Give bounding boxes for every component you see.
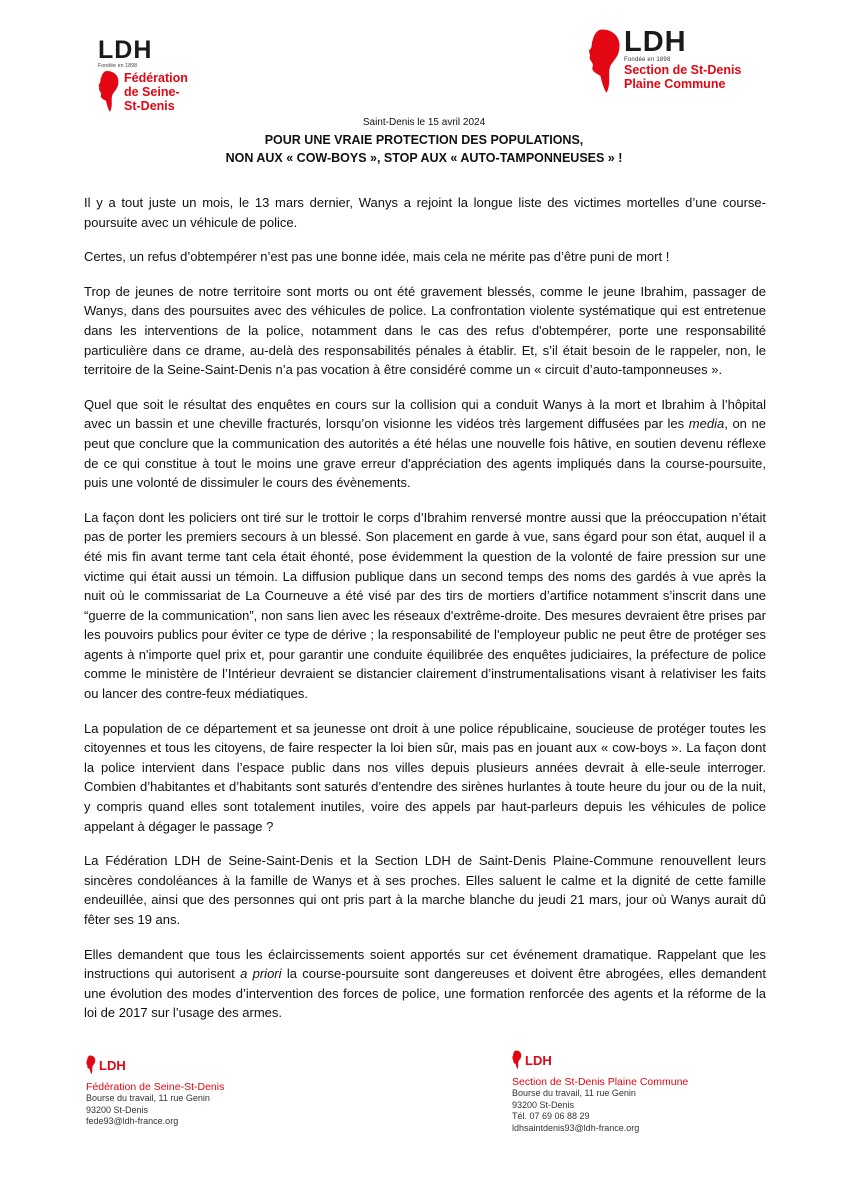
footer-org-name: Section de St-Denis Plaine Commune bbox=[512, 1076, 689, 1088]
logo-brand: LDH bbox=[98, 36, 153, 64]
ldh-federation-logo bbox=[98, 38, 188, 113]
paragraph-8-part-a: Elles demandent que tous les éclaircissements soient apportés sur cet événement dramatique. Rappelant que les instructions qui autorisent bbox=[84, 946, 766, 982]
paragraph-3: Trop de jeunes de notre territoire sont morts ou ont été gravement blessés, comme le jeune Ibrahim, passager de Wanys, dans des poursuites avec des véhicules de police. La confrontation violente systématique qui est entretenue dans les interventions de la police, notamment dans le cas des refus d'obtempérer, porte une responsabilité particulière dans ce drame, au-delà des responsabilités pénales à établir. Et, s’il était besoin de le rappeler, non, le territoire de la Seine-Saint-Denis n’a pas vocation à être considéré comme un « circuit d’auto-tamponneuses ». bbox=[84, 283, 766, 378]
document-body bbox=[84, 193, 766, 1038]
logo-founded: Fondée en 1898 bbox=[98, 63, 138, 69]
ldh-red-profile-icon bbox=[588, 28, 622, 96]
logo-line-3: St-Denis bbox=[124, 99, 175, 113]
paragraph-4-emphasis: media bbox=[688, 416, 725, 432]
paragraph-8-part-b: la course-poursuite sont dangereuses et doivent être abrogées, elles demandent une évolution des modes d’intervention des forces de police, une formation renforcée des agents et la réforme de la loi de 2017 sur l’usage des armes. bbox=[84, 966, 766, 1021]
paragraph-1: Il y a tout juste un mois, le 13 mars dernier, Wanys a rejoint la longue liste des victimes mortelles d’une course-poursuite avec un véhicule de police. bbox=[84, 195, 766, 230]
logo-line-1: Section de St-Denis bbox=[624, 63, 742, 77]
paragraph-7: La Fédération LDH de Seine-Saint-Denis et la Section LDH de Saint-Denis Plaine-Commune renouvellent leurs sincères condoléances à la famille de Wanys et à ses proches. Elles saluent le calme et la dignité de cette famille endeuillée, ainsi que des personnes qui ont pris part à la marche blanche du jeudi 21 mars, jour où Wanys aurait dû fêter ses 19 ans. bbox=[84, 853, 766, 927]
paragraph-5: La façon dont les policiers ont tiré sur le trottoir le corps d’Ibrahim renversé montre aussi que la préoccupation n’était pas de porter les premiers secours à un blessé. Son placement en garde à vue, sans égard pour son état, auquel il a été mis fin avant terme tant cela était éhonté, pose évidemment la question de la volonté de faire pression sur une victime qui était aussi un témoin. La diffusion publique dans un second temps des noms des gardés à vue après la nuit où le commissariat de La Courneuve a été visé par des tirs de mortiers d’artifice notamment s’inscrit dans une “guerre de la communication”, non sans lien avec les réseaux d'extrême-droite. Des mesures devraient être prises par les pouvoirs publics pour éviter ce type de dérive ; la responsabilité de l'employeur public ne peut être de protéger ses agents à n'importe quel prix et, pour garantir une conduite équilibrée des enquêtes judiciaires, la préfecture de police comme le ministère de l’Intérieur devraient se distancier clairement d’instrumentalisations visant à relativiser les faits ou lancer des contre-feux médiatiques. bbox=[84, 509, 766, 702]
ldh-red-profile-icon bbox=[86, 1055, 96, 1075]
footer-address-line-2: 93200 St-Denis bbox=[86, 1104, 149, 1115]
logo-line-2: Plaine Commune bbox=[624, 77, 726, 91]
footer-email[interactable]: ldhsaintdenis93@ldh-france.org bbox=[512, 1123, 640, 1134]
logo-founded: Fondée en 1898 bbox=[624, 57, 671, 63]
footer-address-line-2: 93200 St-Denis bbox=[512, 1099, 575, 1110]
footer-brand: LDH bbox=[99, 1057, 126, 1073]
footer-section-contact bbox=[512, 1050, 688, 1135]
footer-address-line-1: Bourse du travail, 11 rue Genin bbox=[512, 1088, 636, 1098]
title-line-2: NON AUX « COW-BOYS », STOP AUX « AUTO-TAMPONNEUSES » ! bbox=[225, 150, 623, 165]
footer-federation-contact bbox=[86, 1055, 224, 1128]
logo-brand: LDH bbox=[624, 26, 687, 58]
ldh-red-profile-icon bbox=[98, 71, 120, 113]
footer-phone: Tél. 07 69 06 88 29 bbox=[512, 1111, 590, 1122]
footer-email[interactable]: fede93@ldh-france.org bbox=[86, 1116, 179, 1127]
ldh-red-profile-icon bbox=[512, 1050, 522, 1070]
document-header bbox=[100, 117, 748, 168]
paragraph-8 bbox=[84, 945, 766, 1023]
paragraph-4-part-b: , on ne peut que conclure que la communication des autorités a été hélas une nouvelle fois hâtive, en soutien devenu réflexe de ce qui constitue à tout le moins une grave erreur d'appréciation des agents impliqués dans la course-poursuite, puis une volonté de dissimuler le cours des évènements. bbox=[84, 416, 766, 491]
paragraph-2: Certes, un refus d’obtempérer n’est pas une bonne idée, mais cela ne mérite pas d’être puni de mort ! bbox=[84, 249, 670, 265]
paragraph-4-part-a: Quel que soit le résultat des enquêtes en cours sur la collision qui a conduit Wanys à la mort et Ibrahim à l’hôpital avec un bassin et une cheville fracturés, lorsqu’on visionne les vidéos très largement diffusées par les bbox=[84, 396, 766, 432]
paragraph-6: La population de ce département et sa jeunesse ont droit à une police républicaine, soucieuse de protéger toutes les citoyennes et tous les citoyens, de faire respecter la loi bien sûr, mais pas en jouant aux « cow-boys ». La façon dont la police intervient dans l’espace public dans nos villes depuis plusieurs années devrait à elle-seule interroger. Combien d’habitantes et d’habitants sont saturés d’entendre des sirènes hurlantes à toute heure du jour ou de la nuit, y compris quand elles sont totalement inutiles, voire des appels par haut-parleurs depuis les véhicules de police appelant à dégager le passage ? bbox=[84, 720, 766, 834]
logo-line-2: de Seine- bbox=[124, 85, 180, 99]
document-title bbox=[100, 132, 748, 168]
logo-line-1: Fédération bbox=[124, 71, 188, 85]
paragraph-4 bbox=[84, 395, 766, 493]
ldh-section-logo bbox=[588, 28, 741, 96]
title-line-1: POUR UNE VRAIE PROTECTION DES POPULATIONS, bbox=[264, 133, 584, 147]
footer-address-line-1: Bourse du travail, 11 rue Genin bbox=[86, 1093, 210, 1103]
footer-brand: LDH bbox=[525, 1052, 552, 1068]
document-date: Saint-Denis le 15 avril 2024 bbox=[362, 117, 486, 128]
footer-org-name: Fédération de Seine-St-Denis bbox=[86, 1081, 225, 1093]
paragraph-8-emphasis: a priori bbox=[240, 966, 282, 982]
